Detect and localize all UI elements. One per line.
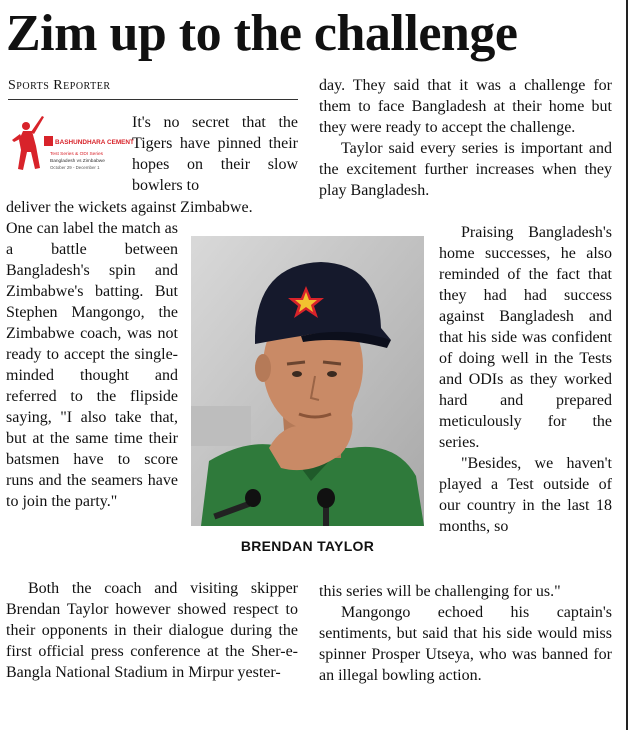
headline: Zim up to the challenge: [6, 5, 518, 62]
col2-narrow-para-a: Praising Bangladesh's home successes, he also reminded of the fact that they had had success against Bangladesh and that his side was confident of doing well in the Tests and ODIs as they worked hard and prepared meticulously for the series.: [439, 224, 612, 451]
logo-teams: Bangladesh vs Zimbabwe: [50, 159, 105, 164]
col2-bottom-para-b: Mangongo echoed his captain's sentiments, but said that his side would miss spinner Prosper Utseya, who was banned for an illegal bowling action.: [319, 604, 612, 684]
col2-top-para-b: Taylor said every series is important and the excitement further increases when they play Bangladesh.: [319, 140, 612, 199]
col1-beside-logo: It's no secret that the Tigers have pinned their hopes on their slow bowlers to: [132, 114, 298, 194]
byline: Sports Reporter: [8, 78, 111, 93]
col2-bottom-para-a: this series will be challenging for us.": [319, 583, 561, 600]
byline-rule: [8, 99, 298, 100]
logo-series: Test Series & ODI Series: [50, 152, 104, 157]
brand-mark-icon: [44, 136, 53, 146]
col2-top-para-a: day. They said that it was a challenge for them to face Bangladesh at their home but they were ready to accept the challenge.: [319, 77, 612, 136]
sponsor-logo: [6, 112, 134, 186]
logo-brand: BASHUNDHARA CEMENT: [55, 139, 134, 146]
column-rule: [626, 0, 628, 730]
logo-dates: October 29 - December 1: [50, 165, 100, 170]
col2-top: [319, 75, 612, 201]
col2-bottom: [319, 581, 612, 686]
photo-caption: BRENDAN TAYLOR: [240, 538, 375, 554]
col1-para2: Both the coach and visiting skipper Brendan Taylor however showed respect to their opponents in their dialogue during the first official press conference at the Sher-e-Bangla National Stadium in Mirpur yester-: [6, 580, 298, 681]
col2-narrow-para-b: "Besides, we haven't played a Test outside of our country in the last 18 months, so: [439, 455, 612, 535]
col1-full-line: deliver the wickets against Zimbabwe.: [6, 199, 253, 216]
photo-brendan-taylor: [191, 236, 424, 526]
cricketer-figure-icon: [12, 116, 44, 170]
col1-narrow-para: One can label the match as a battle between Bangladesh's spin and Zimbabwe's batting. But Stephen Mangongo, the Zimbabwe coach, was not ready to accept the single-minded thought and referred to the flipside saying, "I also take that, but at the same time their batsmen have to score runs and the seamers have to join the party.": [6, 220, 178, 510]
col2-narrow: [439, 222, 612, 537]
